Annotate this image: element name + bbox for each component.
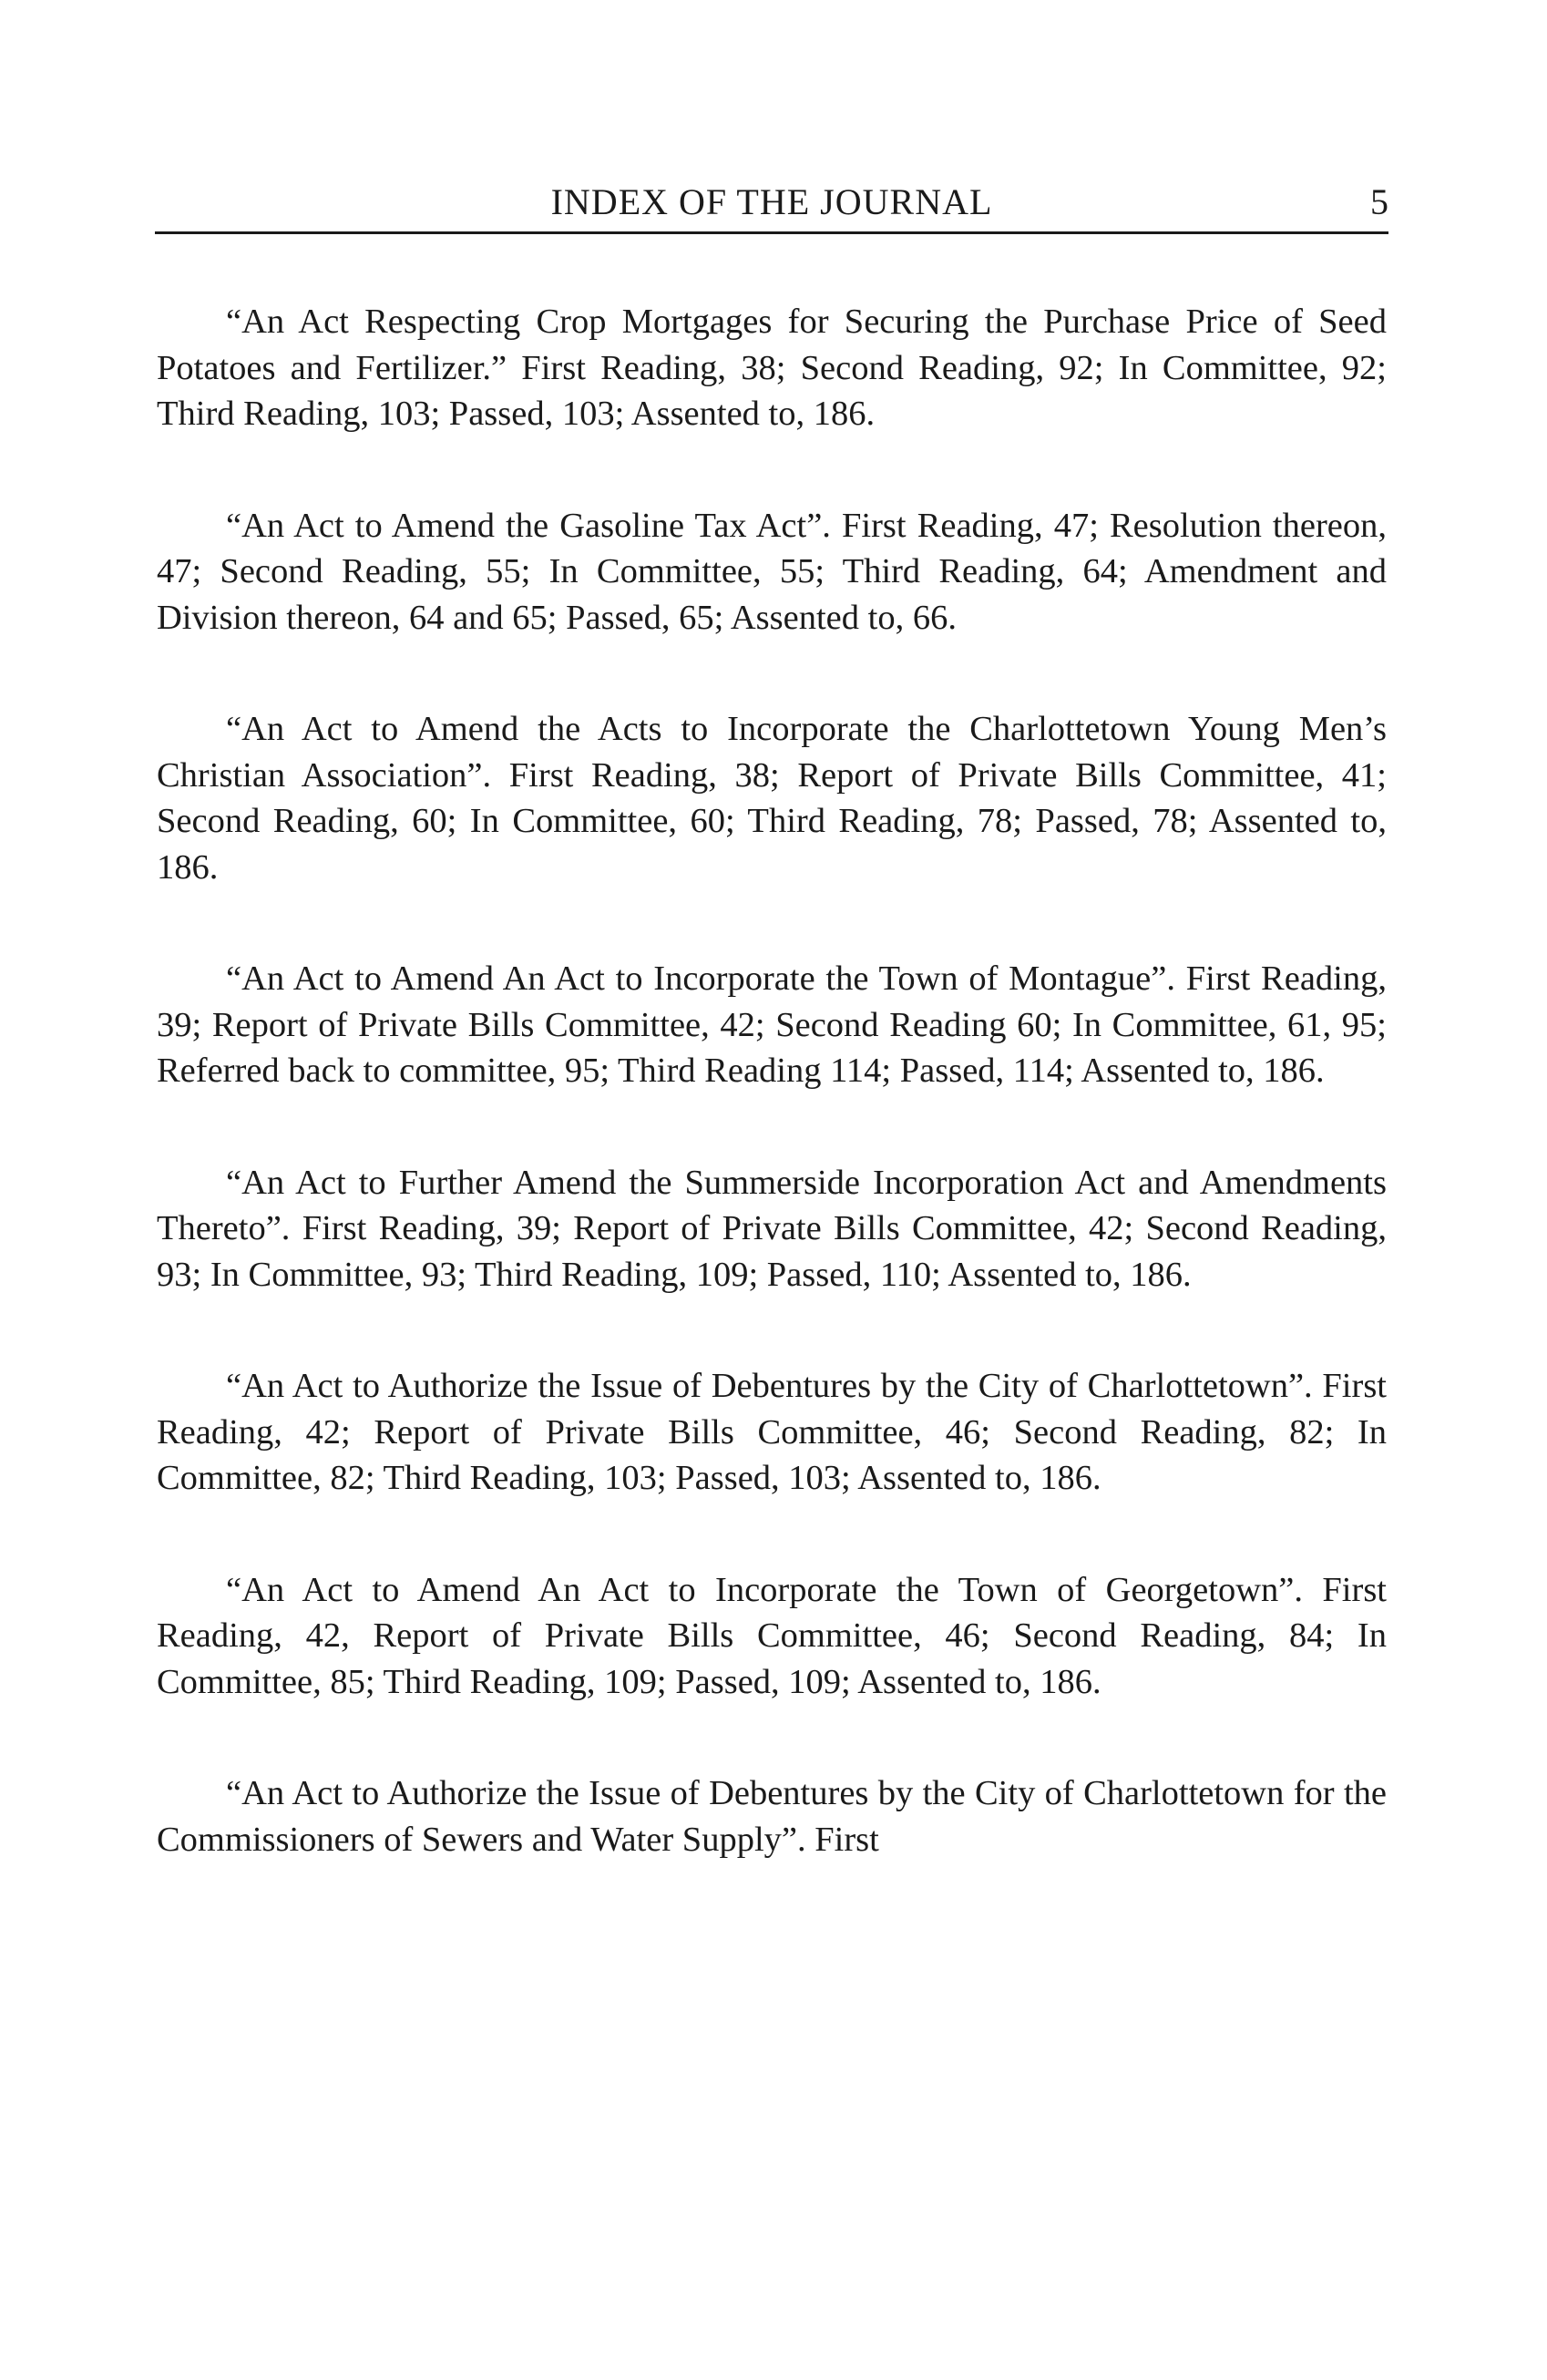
index-entry: “An Act to Amend An Act to Incorporate the Town of Montague”. First Reading, 39; Report of Private Bills Committee, 42; Second Reading 60; In Committee, 61, 95; Referred back to committee, 95; Third Reading 114; Passed, 114; Assented to, 186. [157,959,1387,1090]
index-entry: “An Act to Further Amend the Summerside Incorporation Act and Amendments Thereto”. First Reading, 39; Report of Private Bills Committee, 42; Second Reading, 93; In Committee, 93; Third Reading, 109; Passed, 110; Assented to, 186. [157,1163,1387,1294]
header-rule [155,231,1388,234]
index-entry: “An Act to Amend An Act to Incorporate the Town of Georgetown”. First Reading, 42, Report of Private Bills Committee, 46; Second Reading, 84; In Committee, 85; Third Reading, 109; Passed, 109; Assented to, 186. [157,1570,1387,1701]
page-header [155,179,1388,237]
index-entry: “An Act to Authorize the Issue of Debentures by the City of Charlottetown”. First Reading, 42; Report of Private Bills Committee, 46; Second Reading, 82; In Committee, 82; Third Reading, 103; Passed, 103; Assented to, 186. [157,1367,1387,1497]
index-entry: “An Act Respecting Crop Mortgages for Securing the Purchase Price of Seed Potatoes and Fertilizer.” First Reading, 38; Second Reading, 92; In Committee, 92; Third Reading, 103; Passed, 103; Assented to, 186. [157,303,1387,433]
running-head: INDEX OF THE JOURNAL [550,181,993,222]
page-number: 5 [1370,181,1388,222]
index-entry: “An Act to Authorize the Issue of Debentures by the City of Charlottetown for the Commissioners of Sewers and Water Supply”. First [157,1774,1387,1859]
index-entries [157,299,1387,1928]
index-entry: “An Act to Amend the Gasoline Tax Act”. First Reading, 47; Resolution thereon, 47; Second Reading, 55; In Committee, 55; Third Reading, 64; Amendment and Division thereon, 64 and 65; Passed, 65; Assented to, 66. [157,506,1387,637]
index-entry: “An Act to Amend the Acts to Incorporate the Charlottetown Young Men’s Christian Association”. First Reading, 38; Report of Private Bills Committee, 41; Second Reading, 60; In Committee, 60; Third Reading, 78; Passed, 78; Assented to, 186. [157,710,1387,887]
